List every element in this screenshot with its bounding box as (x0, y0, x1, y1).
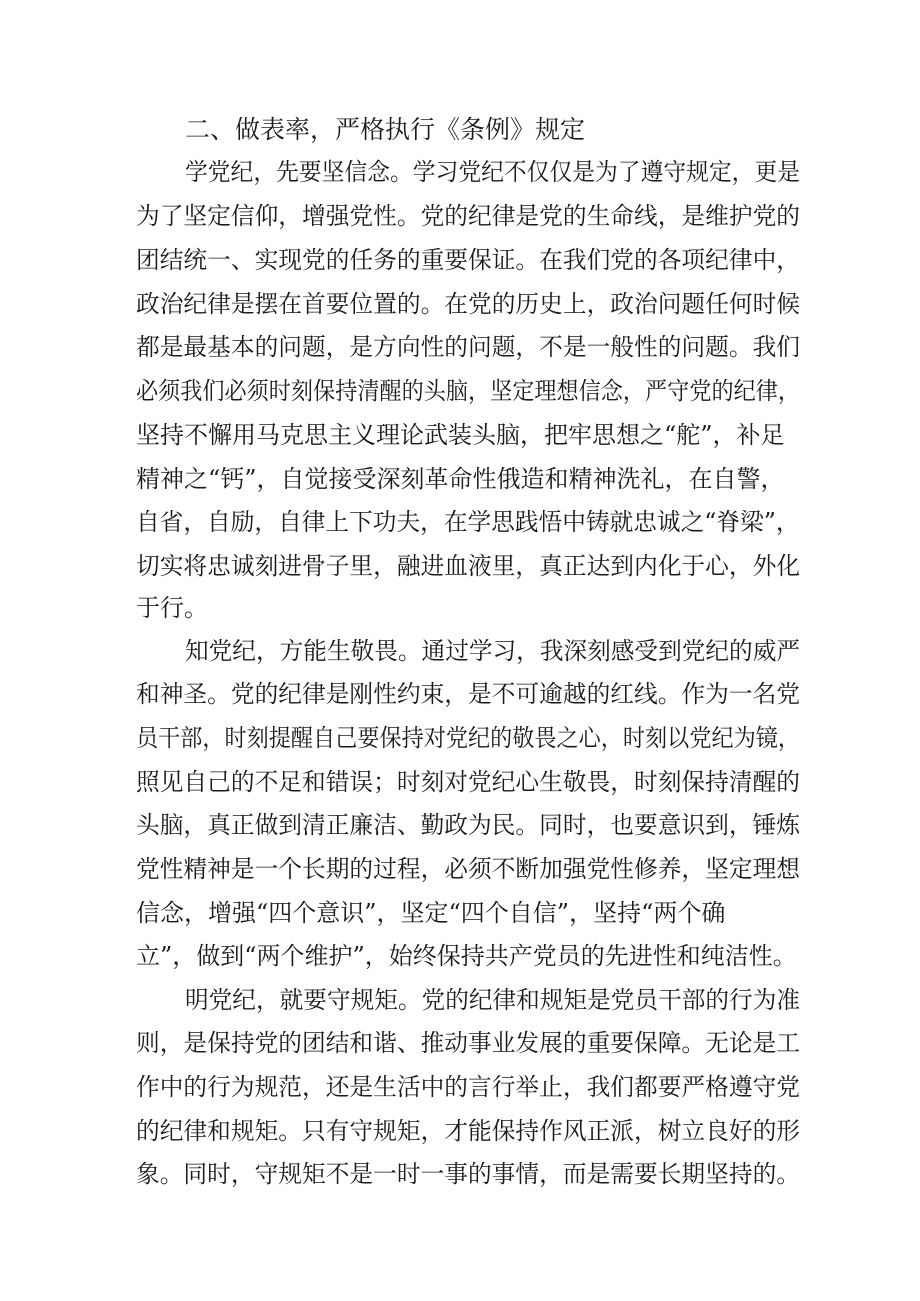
paragraph-2-line-6: 党性精神是一个长期的过程，必须不断加强党性修养，坚定理想 (136, 855, 801, 883)
paragraph-1-line-7: 坚持不懈用马克思主义理论武装头脑，把牢思想之“舵”，补足 (136, 421, 785, 449)
paragraph-1-line-8: 精神之“钙”，自觉接受深刻革命性俄造和精神洗礼，在自警， (136, 465, 785, 493)
paragraph-3-line-3: 作中的行为规范，还是生活中的言行举止，我们都要严格遵守党 (136, 1073, 801, 1101)
paragraph-1-line-5: 都是最基本的问题，是方向性的问题，不是一般性的问题。我们 (136, 333, 801, 361)
paragraph-3-line-4: 的纪律和规矩。只有守规矩，才能保持作风正派，树立良好的形 (136, 1117, 801, 1145)
paragraph-2-line-8: 立”，做到“两个维护”，始终保持共产党员的先进性和纯洁性。 (136, 942, 797, 970)
paragraph-3-line-1: 明党纪，就要守规矩。党的纪律和规矩是党员干部的行为准 (185, 986, 801, 1014)
paragraph-1-line-4: 政治纪律是摆在首要位置的。在党的历史上，政治问题任何时候 (136, 290, 801, 318)
paragraph-1-line-9: 自省，自励，自律上下功夫，在学思践悟中铸就忠诚之“脊梁”， (136, 508, 800, 536)
paragraph-2-line-4: 照见自己的不足和错误；时刻对党纪心生敬畏，时刻保持清醒的 (136, 768, 801, 796)
paragraph-2-line-7: 信念，增强“四个意识”，坚定“四个自信”，坚持“两个确 (136, 899, 726, 927)
paragraph-1-line-1: 学党纪，先要坚信念。学习党纪不仅仅是为了遵守规定，更是 (185, 158, 801, 186)
paragraph-1-line-3: 团结统一、实现党的任务的重要保证。在我们党的各项纪律中， (136, 246, 801, 274)
paragraph-2-line-2: 和神圣。党的纪律是刚性约束，是不可逾越的红线。作为一名党 (136, 680, 801, 708)
paragraph-1-line-10: 切实将忠诚刻进骨子里，融进血液里，真正达到内化于心，外化 (136, 552, 801, 580)
paragraph-1-line-11: 于行。 (136, 594, 208, 622)
paragraph-3-line-5: 象。同时，守规矩不是一时一事的事情，而是需要长期坚持的。 (136, 1160, 801, 1188)
paragraph-2-line-3: 员干部，时刻提醒自己要保持对党纪的敬畏之心，时刻以党纪为镜， (136, 724, 800, 752)
paragraph-2-line-5: 头脑，真正做到清正廉洁、勤政为民。同时，也要意识到，锤炼 (136, 811, 801, 839)
paragraph-3-line-2: 则，是保持党的团结和谐、推动事业发展的重要保障。无论是工 (136, 1029, 801, 1057)
paragraph-1-line-6: 必须我们必须时刻保持清醒的头脑，坚定理想信念，严守党的纪律， (136, 377, 800, 405)
paragraph-1-line-2: 为了坚定信仰，增强党性。党的纪律是党的生命线，是维护党的 (136, 202, 801, 230)
section-heading: 二、做表率，严格执行《条例》规定 (185, 115, 586, 144)
paragraph-2-line-1: 知党纪，方能生敬畏。通过学习，我深刻感受到党纪的威严 (185, 637, 801, 665)
